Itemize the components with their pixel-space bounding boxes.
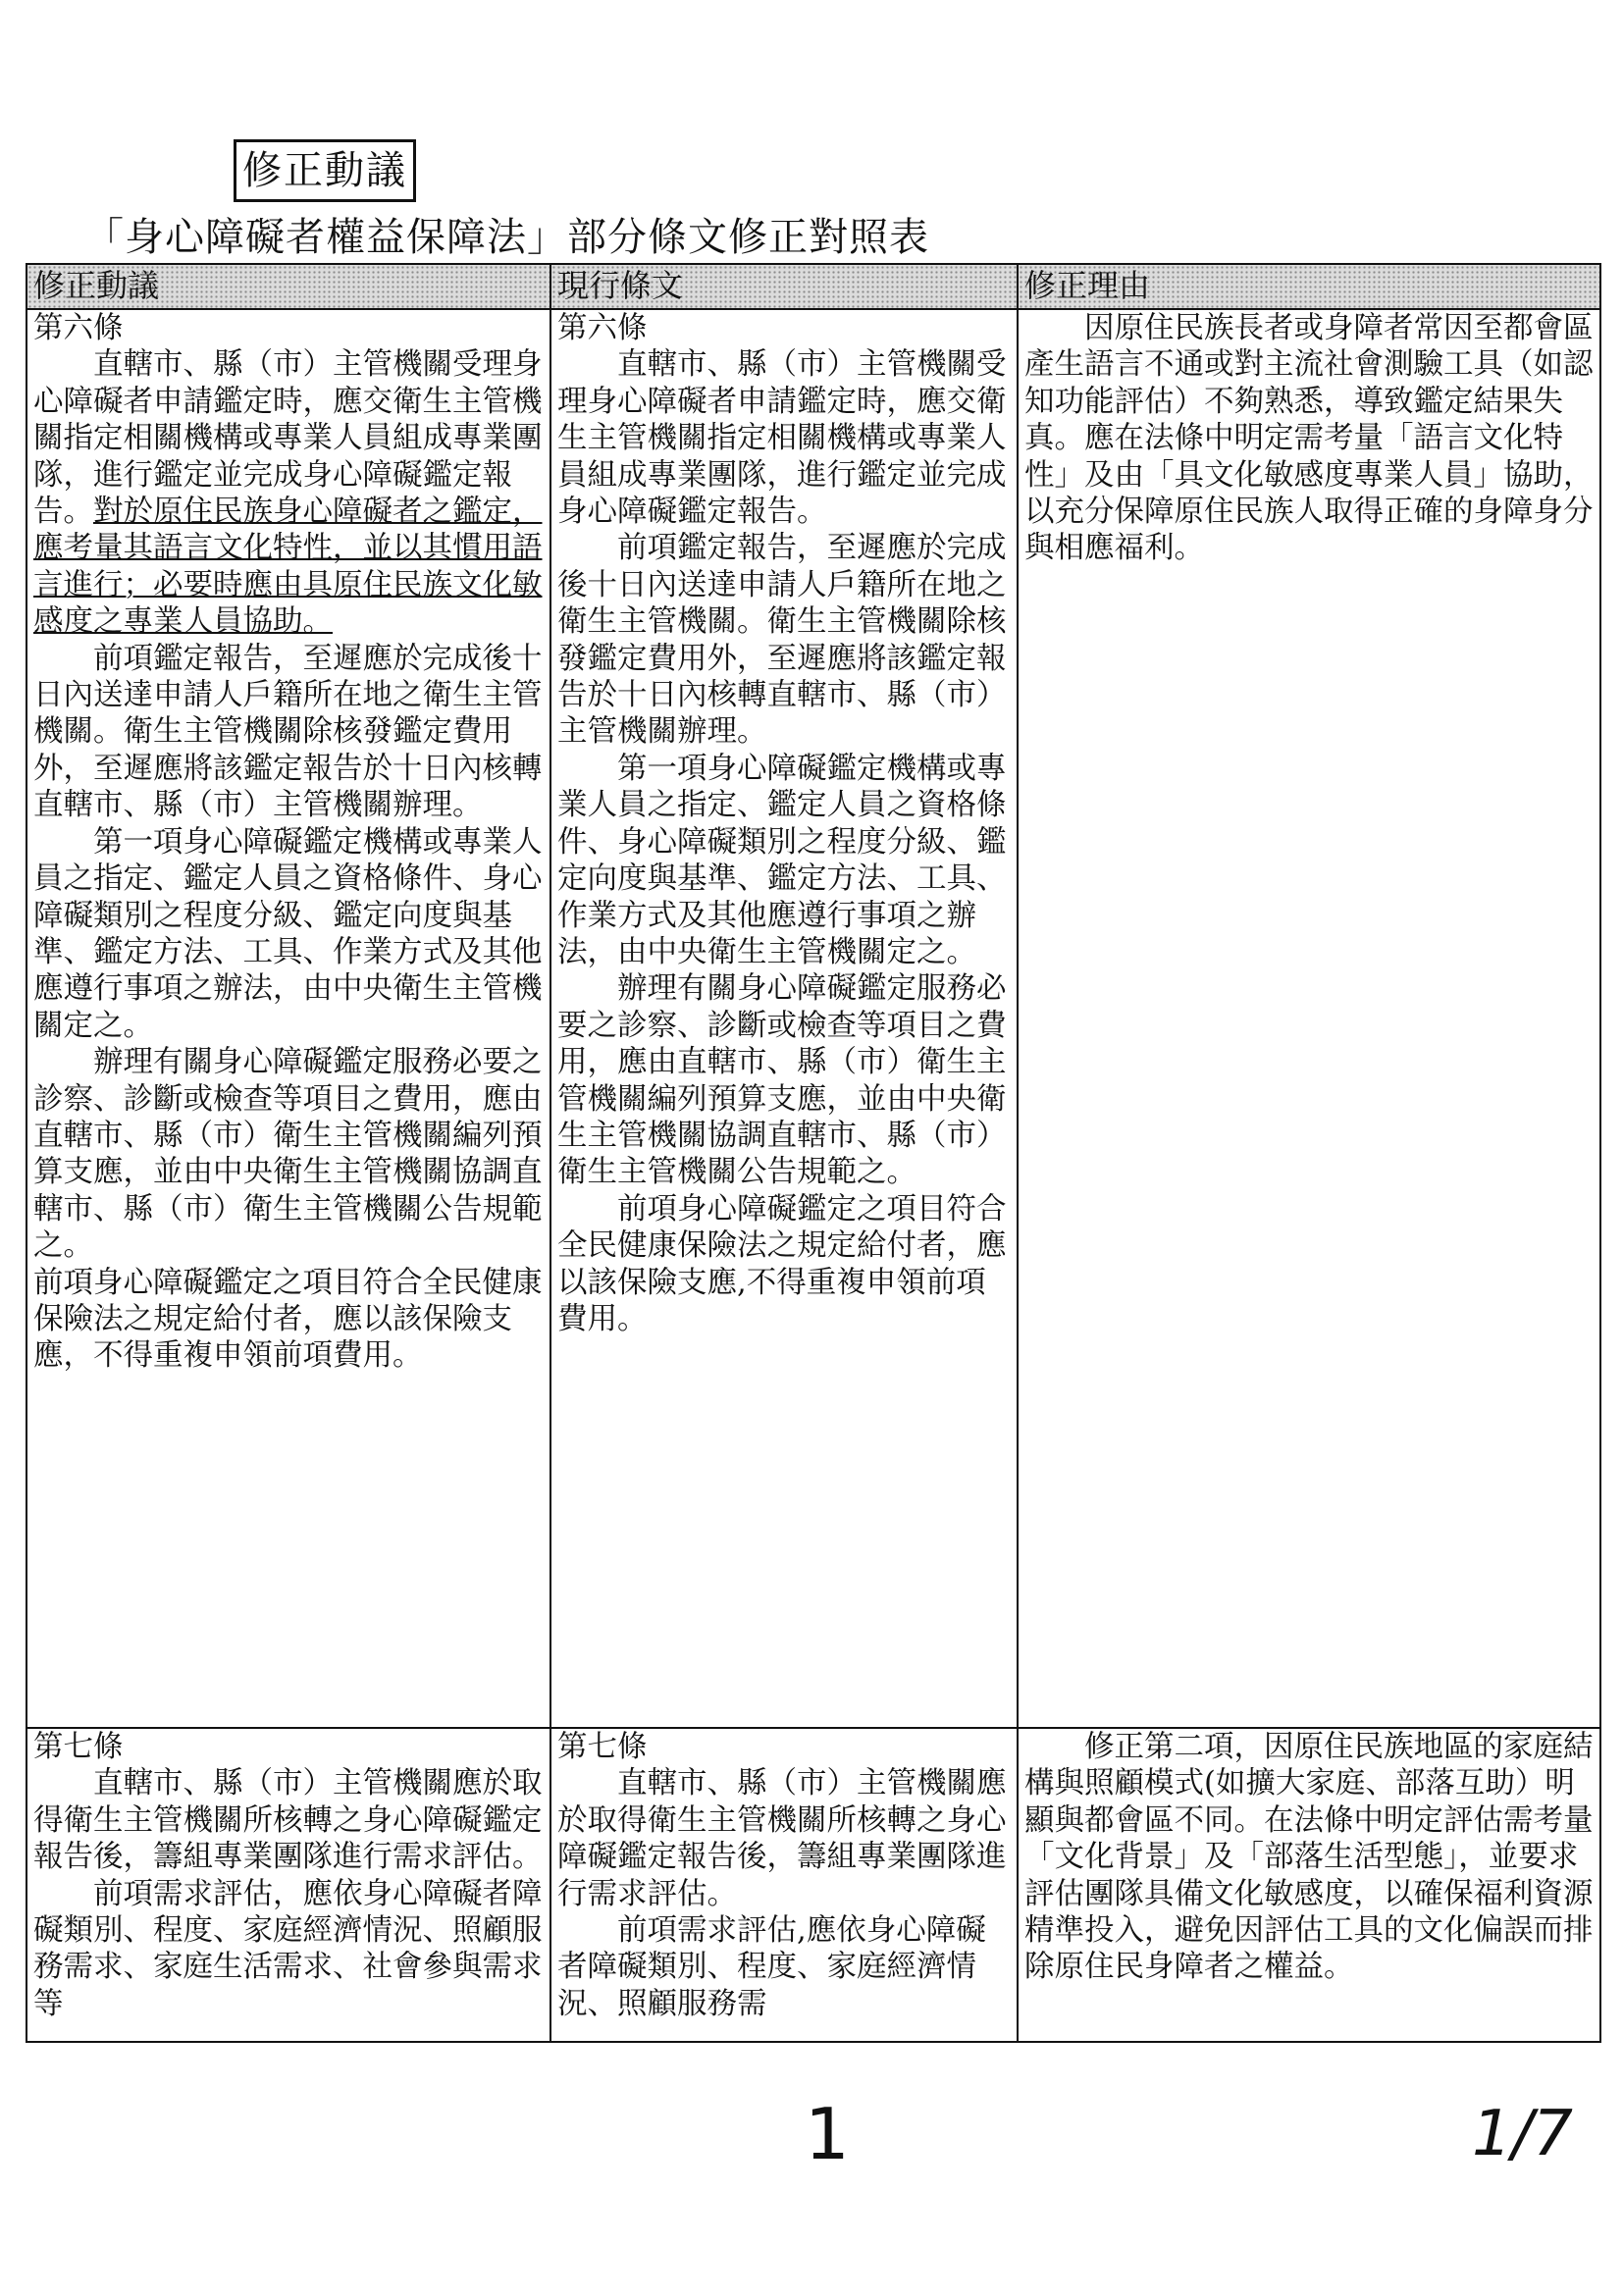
table-row xyxy=(26,1728,1600,2042)
paragraph xyxy=(33,346,544,640)
paragraph: 前項需求評估，應依身心障礙者障礙類別、程度、家庭經濟情況、照顧服務需求、家庭生活需求、社會參與需求等 xyxy=(33,1876,543,2021)
motion-stamp: 修正動議 xyxy=(234,139,416,202)
table-header-row xyxy=(26,264,1600,309)
article-heading: 第七條 xyxy=(557,1730,648,1764)
paragraph: 前項鑑定報告，至遲應於完成後十日內送達申請人戶籍所在地之衛生主管機關。衛生主管機關除核發鑑定費用外，至遲應將該鑑定報告於十日內核轉直轄市、縣（市）主管機關辦理。 xyxy=(33,641,543,823)
paragraph: 直轄市、縣（市）主管機關應於取得衛生主管機關所核轉之身心障礙鑑定報告後，籌組專業團隊進行需求評估。 xyxy=(557,1766,1007,1911)
article-heading: 第六條 xyxy=(557,311,648,345)
amendment-cell xyxy=(26,1728,550,2042)
amendment-cell xyxy=(26,309,550,1728)
header-reason: 修正理由 xyxy=(1018,264,1600,309)
paragraph: 前項鑑定報告，至遲應於完成後十日內送達申請人戶籍所在地之衛生主管機關。衛生主管機關除核發鑑定費用外，至遲應將該鑑定報告於十日內核轉直轄市、縣（市）主管機關辦理。 xyxy=(557,531,1007,750)
paragraph: 前項身心障礙鑑定之項目符合全民健康保險法之規定給付者，應以該保險支應，不得重複申領前項費用。 xyxy=(33,1265,543,1374)
reason-cell xyxy=(1018,309,1600,1728)
paragraph: 前項需求評估,應依身心障礙者障礙類別、程度、家庭經濟情況、照顧服務需 xyxy=(557,1913,986,2021)
comparison-table xyxy=(26,263,1601,2043)
current-text-cell xyxy=(550,309,1018,1728)
paragraph: 辦理有關身心障礙鑑定服務必要之診察、診斷或檢查等項目之費用，應由直轄市、縣（市）衛生主管機關編列預算支應，並由中央衛生主管機關協調直轄市、縣（市）衛生主管機關公告規範之。 xyxy=(33,1045,543,1264)
reason-cell xyxy=(1018,1728,1600,2042)
paragraph: 修正第二項，因原住民族地區的家庭結構與照顧模式(如擴大家庭、部落互助）明顯與都會區不同。在法條中明定評估需考量「文化背景」及「部落生活型態」，並要求評估團隊具備文化敏感度，以確保福利資源精準投入，避免因評估工具的文化偏誤而排除原住民身障者之權益。 xyxy=(1024,1730,1594,1985)
page-number: 1 xyxy=(805,2093,850,2175)
paragraph: 因原住民族長者或身障者常因至都會區產生語言不通或對主流社會測驗工具（如認知功能評估）不夠熟悉，導致鑑定結果失真。應在法條中明定需考量「語言文化特性」及由「具文化敏感度專業人員」協助，以充分保障原住民族人取得正確的身障身分與相應福利。 xyxy=(1024,311,1594,566)
header-current-text: 現行條文 xyxy=(550,264,1018,309)
current-text-cell xyxy=(550,1728,1018,2042)
paragraph: 第一項身心障礙鑑定機構或專業人員之指定、鑑定人員之資格條件、身心障礙類別之程度分級、鑑定向度與基準、鑑定方法、工具、作業方式及其他應遵行事項之辦法，由中央衛生主管機關定之。 xyxy=(33,824,543,1043)
paragraph-text: 直轄市、縣（市）主管機關受理身心障礙者申請鑑定時，應交衛生主管機關指定相關機構或專業人員組成專業團隊，進行鑑定並完成身心障礙鑑定報告。 xyxy=(33,347,543,530)
amended-text: 對於原住民族身心障礙者之鑑定，應考量其語言文化特性，並以其慣用語言進行；必要時應由具原住民族文化敏感度之專業人員協助。 xyxy=(33,495,543,640)
article-heading: 第七條 xyxy=(33,1730,124,1764)
table-row xyxy=(26,309,1600,1728)
paragraph: 第一項身心障礙鑑定機構或專業人員之指定、鑑定人員之資格條件、身心障礙類別之程度分級、鑑定向度與基準、鑑定方法、工具、作業方式及其他應遵行事項之辦法，由中央衛生主管機關定之。 xyxy=(557,751,1007,969)
document-title: 「身心障礙者權益保障法」部分條文修正對照表 xyxy=(84,215,929,260)
paragraph: 辦理有關身心障礙鑑定服務必要之診察、診斷或檢查等項目之費用，應由直轄市、縣（市）衛生主管機關編列預算支應，並由中央衛生主管機關協調直轄市、縣（市）衛生主管機關公告規範之。 xyxy=(557,971,1007,1190)
paragraph: 直轄市、縣（市）主管機關應於取得衛生主管機關所核轉之身心障礙鑑定報告後，籌組專業團隊進行需求評估。 xyxy=(33,1766,543,1875)
header-amendment: 修正動議 xyxy=(26,264,550,309)
article-heading: 第六條 xyxy=(33,311,124,345)
paragraph: 前項身心障礙鑑定之項目符合全民健康保險法之規定給付者，應以該保險支應,不得重複申領前項費用。 xyxy=(557,1191,1007,1336)
paragraph: 直轄市、縣（市）主管機關受理身心障礙者申請鑑定時，應交衛生主管機關指定相關機構或專業人員組成專業團隊，進行鑑定並完成身心障礙鑑定報告。 xyxy=(557,347,1007,530)
page-fraction: 1/7 xyxy=(1472,2098,1573,2170)
